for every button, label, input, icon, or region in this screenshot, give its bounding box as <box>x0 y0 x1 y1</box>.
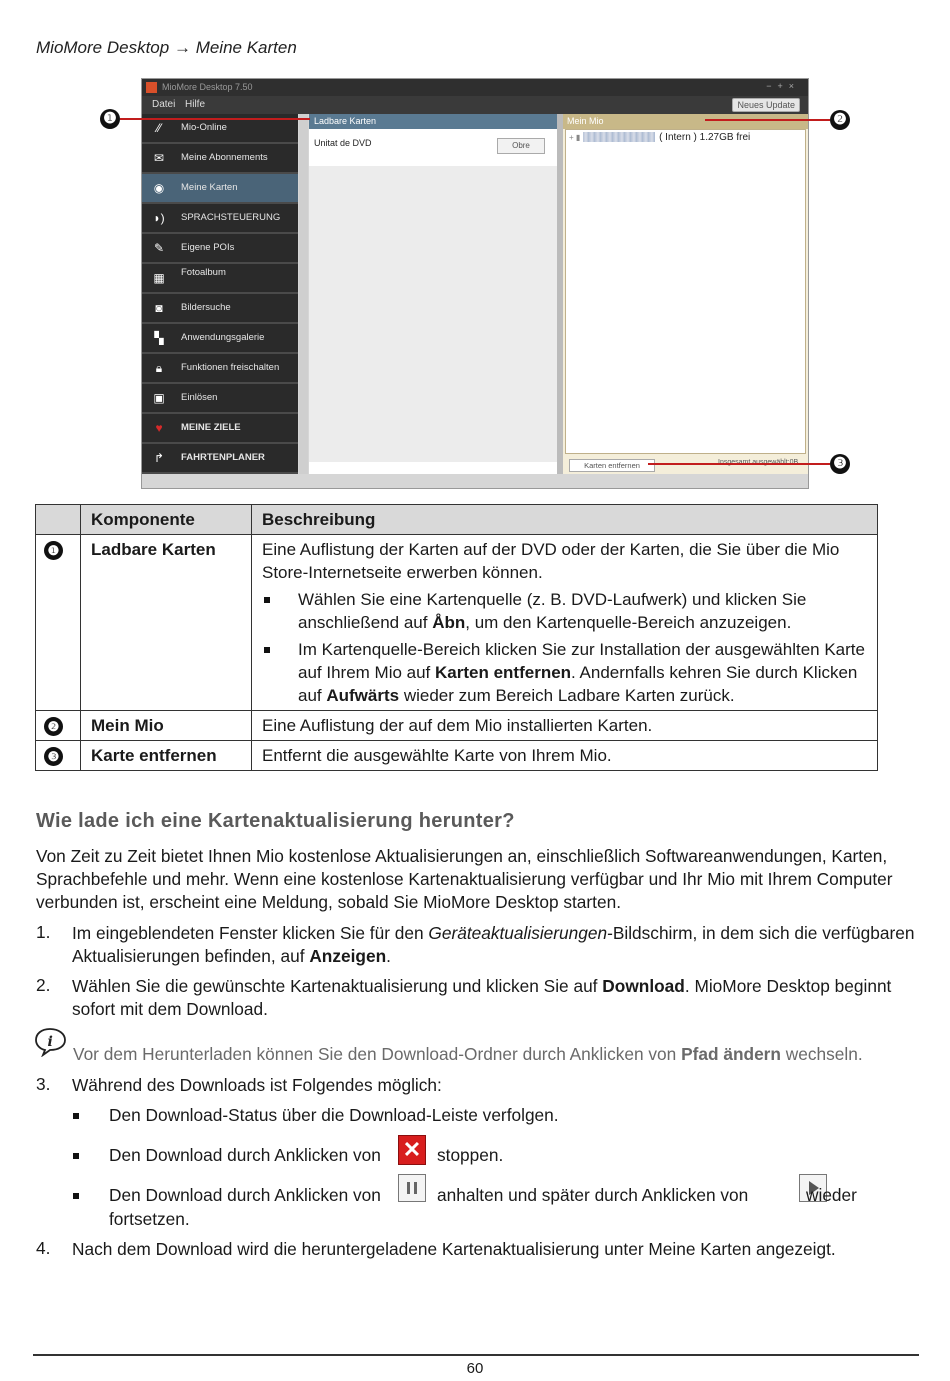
mio-logo-icon: ⁄⁄ <box>156 121 161 135</box>
table-row <box>36 535 878 711</box>
step-italic: Geräteaktualisierungen <box>428 923 608 943</box>
note-bold: Pfad ändern <box>681 1044 781 1064</box>
window-controls-icon[interactable]: −+× <box>766 81 800 91</box>
sub-item-2-text: Den Download durch Anklicken von <box>109 1145 381 1165</box>
bullet-icon <box>73 1113 79 1119</box>
bullet-bold: Karten entfernen <box>435 663 572 682</box>
my-mio-list <box>565 129 806 454</box>
my-mio-header <box>563 114 808 129</box>
table-header-component: Komponente <box>81 505 252 535</box>
sub-item-3-mid: anhalten und später durch Anklicken von <box>437 1185 749 1205</box>
sidebar-item-photo-album[interactable] <box>142 264 298 294</box>
sidebar-item-label: Anwendungsgalerie <box>181 332 265 343</box>
table-header-blank <box>36 505 81 535</box>
step-2 <box>72 975 917 1021</box>
list-item <box>262 588 867 634</box>
envelope-icon: ✉ <box>153 151 165 165</box>
table-cell-description: Eine Auflistung der auf dem Mio installierten Karten. <box>252 711 878 741</box>
intro-paragraph: Von Zeit zu Zeit bietet Ihnen Mio kostenlose Aktualisierungen an, einschließlich Softwareanwendungen, Karten, Sprachbefehle und mehr. Wenn eine kostenlose Kartenaktualisierung verfügbar und Ihr Mio mit Ihrem Computer verbunden ist, erscheint eine Meldung, sobald Sie MioMore Desktop starten. <box>36 846 893 912</box>
remove-maps-button[interactable]: Karten entfernen <box>569 459 655 472</box>
photo-album-icon: ▦ <box>153 271 165 285</box>
callout-3: ❸ <box>830 454 850 474</box>
row-number: ❷ <box>44 717 63 736</box>
sidebar-item-pois[interactable] <box>142 234 298 264</box>
menu-help[interactable]: Hilfe <box>185 99 206 110</box>
breadcrumb <box>36 38 297 58</box>
menu-file[interactable]: Datei <box>152 99 176 110</box>
sidebar-item-label: Bildersuche <box>181 302 231 313</box>
sidebar-item-label: Eigene POIs <box>181 242 235 253</box>
svg-text:i: i <box>47 1034 53 1050</box>
table-header-row <box>36 505 878 535</box>
bullet-icon <box>73 1193 79 1199</box>
app-screenshot <box>141 78 809 489</box>
sidebar-item-label: Fotoalbum <box>181 267 226 278</box>
bullet-text: Im Kartenquelle-Bereich klicken Sie zur Installation der ausgewählten Karte auf Ihrem Mio auf <box>298 640 865 682</box>
row-description: Eine Auflistung der Karten auf der DVD oder der Karten, die Sie über die Mio Store-Internetseite erwerben können. <box>262 540 840 582</box>
table-header-description: Beschreibung <box>252 505 878 535</box>
table-cell-num <box>36 741 81 771</box>
sidebar-item-label: MEINE ZIELE <box>181 422 241 433</box>
expand-icon[interactable]: + ▮ <box>569 133 581 142</box>
bullet-text: . Andernfalls kehren Sie durch Klicken auf <box>298 663 858 705</box>
note-part: Vor dem Herunterladen können Sie den Download-Ordner durch Anklicken von <box>73 1044 682 1064</box>
menu-bar <box>142 96 808 114</box>
arrow-right-icon: → <box>173 38 191 57</box>
step-text: -Bildschirm, in dem sich die verfügbaren Aktualisierungen befinden, auf <box>72 923 915 966</box>
blurred-device-name <box>583 132 655 142</box>
section-heading: Wie lade ich eine Kartenaktualisierung herunter? <box>36 810 515 832</box>
device-storage-text: ( Intern ) 1.27GB frei <box>659 132 751 143</box>
bullet-icon <box>73 1153 79 1159</box>
stop-icon: ✕ <box>398 1135 426 1165</box>
row-number: ❸ <box>44 747 63 766</box>
bullet-bold: Åbn <box>432 613 466 632</box>
step-number: 4. <box>36 1238 51 1258</box>
compass-icon: ◉ <box>153 181 165 195</box>
sidebar-scrollbar[interactable] <box>299 114 308 474</box>
my-mio-panel <box>563 114 808 474</box>
table-cell-description <box>252 535 878 711</box>
step-number: 3. <box>36 1074 51 1094</box>
gallery-icon: ▚ <box>154 331 164 345</box>
component-table <box>35 504 878 771</box>
step-1 <box>72 922 917 968</box>
redeem-icon: ▣ <box>153 391 165 405</box>
bullet-icon <box>264 597 270 603</box>
sub-item-3-text: Den Download durch Anklicken von <box>109 1185 381 1205</box>
table-cell-component: Karte entfernen <box>81 741 252 771</box>
info-note-icon <box>34 1027 68 1057</box>
row-number: ❶ <box>44 541 63 560</box>
update-button[interactable]: Neues Update <box>732 98 800 112</box>
sidebar-item-label: Einlösen <box>181 392 218 403</box>
footer-divider <box>33 1354 919 1356</box>
table-cell-num <box>36 535 81 711</box>
step-number: 1. <box>36 922 51 942</box>
camera-icon: ◙ <box>155 301 163 315</box>
callout-line-2 <box>705 119 830 121</box>
sub-item-3-after: wieder <box>806 1185 857 1205</box>
device-row[interactable] <box>569 132 750 143</box>
voice-icon: ◗) <box>153 211 165 225</box>
loadable-maps-area <box>309 166 557 462</box>
callout-1: ❶ <box>100 109 120 129</box>
sidebar-item-label: FAHRTENPLANER <box>181 452 265 463</box>
window-titlebar <box>142 79 808 96</box>
sub-item-1: Den Download-Status über die Download-Leiste verfolgen. <box>109 1105 559 1125</box>
sidebar-item-voice[interactable] <box>142 204 298 234</box>
my-mio-title: Mein Mio <box>567 116 604 126</box>
bullet-icon <box>264 647 270 653</box>
sidebar-item-label: SPRACHSTEUERUNG <box>181 212 281 223</box>
sidebar-item-image-search[interactable] <box>142 294 298 324</box>
poi-icon: ✎ <box>153 241 165 255</box>
sidebar-item-unlock[interactable] <box>142 354 298 384</box>
list-item <box>262 638 867 707</box>
sidebar-item-my-destinations[interactable] <box>142 414 298 444</box>
route-icon: ↱ <box>153 451 165 465</box>
bullet-text: wieder zum Bereich Ladbare Karten zurück. <box>399 686 735 705</box>
step-text: . <box>386 946 391 966</box>
breadcrumb-part2: Meine Karten <box>195 38 297 57</box>
bullet-text: Wählen Sie eine Kartenquelle (z. B. DVD-Laufwerk) und klicken Sie anschließend auf <box>298 590 807 632</box>
pause-icon <box>398 1174 426 1202</box>
callout-line-3 <box>648 463 830 465</box>
callout-2: ❷ <box>830 110 850 130</box>
loadable-maps-header <box>309 114 557 129</box>
sidebar-item-redeem[interactable] <box>142 384 298 414</box>
table-cell-description: Entfernt die ausgewählte Karte von Ihrem Mio. <box>252 741 878 771</box>
table-cell-component: Mein Mio <box>81 711 252 741</box>
sub-item-2-end: stoppen. <box>437 1145 504 1165</box>
sidebar-item-label: Meine Karten <box>181 182 238 193</box>
step-4: Nach dem Download wird die heruntergeladene Kartenaktualisierung unter Meine Karten angezeigt. <box>72 1239 836 1259</box>
table-cell-component: Ladbare Karten <box>81 535 252 711</box>
loadable-maps-panel <box>309 114 557 474</box>
lock-icon: 🔒︎ <box>155 361 163 375</box>
callout-line-1 <box>120 118 310 120</box>
open-button[interactable]: Obre <box>497 138 545 154</box>
sidebar <box>142 114 298 474</box>
step-text: Im eingeblendeten Fenster klicken Sie für den <box>72 923 429 943</box>
step-bold: Download <box>602 976 685 996</box>
step-bold: Anzeigen <box>309 946 387 966</box>
sidebar-item-my-maps[interactable] <box>142 174 298 204</box>
bullet-text: , um den Kartenquelle-Bereich anzuzeigen. <box>465 613 792 632</box>
sidebar-item-label: Meine Abonnements <box>181 152 268 163</box>
step-text: Wählen Sie die gewünschte Kartenaktualisierung und klicken Sie auf <box>72 976 603 996</box>
bullet-bold: Aufwärts <box>326 686 400 705</box>
sidebar-item-route-planner[interactable] <box>142 444 298 474</box>
heart-icon: ♥ <box>155 421 163 435</box>
note-part: wechseln. <box>780 1044 863 1064</box>
step-text: . MioMore Desktop beginnt sofort mit dem Download. <box>72 976 892 1019</box>
breadcrumb-part1: MioMore Desktop <box>36 38 170 57</box>
sidebar-item-subscriptions[interactable] <box>142 144 298 174</box>
loadable-maps-title: Ladbare Karten <box>314 116 377 126</box>
sidebar-item-gallery[interactable] <box>142 324 298 354</box>
page-number: 60 <box>466 1360 484 1377</box>
sidebar-item-label: Funktionen freischalten <box>181 362 280 373</box>
window-title: MioMore Desktop 7.50 <box>162 82 253 92</box>
table-row <box>36 741 878 771</box>
sub-item-3-end: fortsetzen. <box>109 1209 190 1229</box>
app-logo-icon <box>146 82 157 93</box>
note-text <box>73 1043 913 1066</box>
map-source-row[interactable]: Unitat de DVD <box>314 138 372 148</box>
table-row <box>36 711 878 741</box>
step-3: Während des Downloads ist Folgendes möglich: <box>72 1075 442 1095</box>
step-number: 2. <box>36 975 51 995</box>
sidebar-item-label: Mio-Online <box>181 122 227 133</box>
table-cell-num <box>36 711 81 741</box>
